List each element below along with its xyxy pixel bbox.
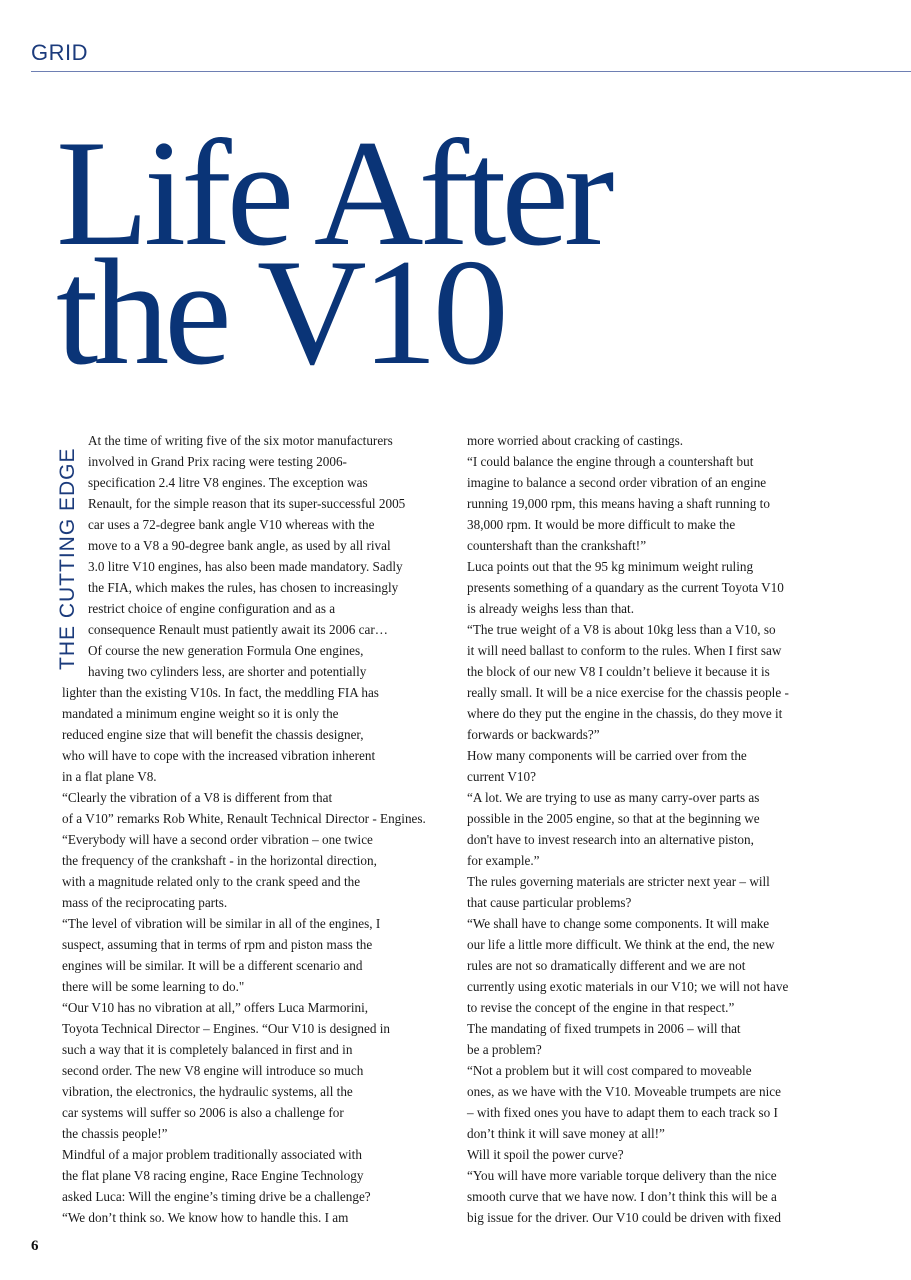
text-line: 38,000 rpm. It would be more difficult to make the bbox=[467, 517, 736, 532]
text-line: “A lot. We are trying to use as many carry-over parts as bbox=[467, 790, 760, 805]
text-line: mandated a minimum engine weight so it is only the bbox=[62, 706, 339, 721]
text-line: mass of the reciprocating parts. bbox=[62, 895, 228, 910]
vertical-section-label: THE CUTTING EDGE bbox=[56, 447, 79, 670]
text-line: more worried about cracking of castings. bbox=[467, 433, 684, 448]
text-line: that cause particular problems? bbox=[467, 895, 632, 910]
title-line-2: the V10 bbox=[56, 228, 504, 396]
text-line: the frequency of the crankshaft - in the horizontal direction, bbox=[62, 853, 377, 868]
text-line: “I could balance the engine through a countershaft but bbox=[467, 454, 754, 469]
text-line: 3.0 litre V10 engines, has also been made mandatory. Sadly bbox=[88, 559, 403, 574]
text-line: current V10? bbox=[467, 769, 536, 784]
text-line: car uses a 72-degree bank angle V10 whereas with the bbox=[88, 517, 375, 532]
text-line: be a problem? bbox=[467, 1042, 542, 1057]
text-line: involved in Grand Prix racing were testing 2006- bbox=[88, 454, 347, 469]
text-line: specification 2.4 litre V8 engines. The exception was bbox=[88, 475, 368, 490]
text-line: asked Luca: Will the engine’s timing drive be a challenge? bbox=[62, 1189, 371, 1204]
text-line: “You will have more variable torque delivery than the nice bbox=[467, 1168, 777, 1183]
text-line: The mandating of fixed trumpets in 2006 – will that bbox=[467, 1021, 741, 1036]
text-line: Of course the new generation Formula One engines, bbox=[88, 643, 364, 658]
text-line: currently using exotic materials in our V10; we will not have bbox=[467, 979, 789, 994]
text-line: “Our V10 has no vibration at all,” offers Luca Marmorini, bbox=[62, 1000, 369, 1015]
wrapped-intro bbox=[62, 430, 422, 682]
text-line: such a way that it is completely balanced in first and in bbox=[62, 1042, 353, 1057]
text-line: forwards or backwards?” bbox=[467, 727, 600, 742]
text-line: the flat plane V8 racing engine, Race Engine Technology bbox=[62, 1168, 364, 1183]
text-line: lighter than the existing V10s. In fact, the meddling FIA has bbox=[62, 685, 379, 700]
text-line: move to a V8 a 90-degree bank angle, as used by all rival bbox=[88, 538, 391, 553]
text-line: At the time of writing five of the six motor manufacturers bbox=[88, 433, 393, 448]
text-line: having two cylinders less, are shorter and potentially bbox=[88, 664, 367, 679]
text-line: Renault, for the simple reason that its super-successful 2005 bbox=[88, 496, 406, 511]
text-line: who will have to cope with the increased vibration inherent bbox=[62, 748, 376, 763]
text-line: second order. The new V8 engine will introduce so much bbox=[62, 1063, 364, 1078]
text-line: “Not a problem but it will cost compared to moveable bbox=[467, 1063, 752, 1078]
article-title bbox=[56, 109, 610, 396]
text-line: our life a little more difficult. We think at the end, the new bbox=[467, 937, 775, 952]
text-line: engines will be similar. It will be a different scenario and bbox=[62, 958, 363, 973]
text-line: car systems will suffer so 2006 is also a challenge for bbox=[62, 1105, 344, 1120]
text-line: ones, as we have with the V10. Moveable trumpets are nice bbox=[467, 1084, 781, 1099]
text-line: “The true weight of a V8 is about 10kg less than a V10, so bbox=[467, 622, 776, 637]
text-line: Mindful of a major problem traditionally associated with bbox=[62, 1147, 362, 1162]
header-divider bbox=[31, 71, 911, 72]
text-line: of a V10” remarks Rob White, Renault Technical Director - Engines. bbox=[62, 811, 426, 826]
text-line: restrict choice of engine configuration and as a bbox=[88, 601, 336, 616]
text-line: reduced engine size that will benefit the chassis designer, bbox=[62, 727, 364, 742]
text-line: – with fixed ones you have to adapt them to each track so I bbox=[467, 1105, 778, 1120]
text-line: it will need ballast to conform to the rules. When I first saw bbox=[467, 643, 782, 658]
text-line: to revise the concept of the engine in that respect.” bbox=[467, 1000, 735, 1015]
text-line: in a flat plane V8. bbox=[62, 769, 157, 784]
text-line: smooth curve that we have now. I don’t think this will be a bbox=[467, 1189, 777, 1204]
text-line: Luca points out that the 95 kg minimum weight ruling bbox=[467, 559, 754, 574]
text-line: don’t think it will save money at all!” bbox=[467, 1126, 665, 1141]
text-line: Toyota Technical Director – Engines. “Our V10 is designed in bbox=[62, 1021, 391, 1036]
text-line: with a magnitude related only to the crank speed and the bbox=[62, 874, 361, 889]
text-line: for example.” bbox=[467, 853, 540, 868]
text-line: presents something of a quandary as the current Toyota V10 bbox=[467, 580, 784, 595]
text-line: suspect, assuming that in terms of rpm and piston mass the bbox=[62, 937, 373, 952]
text-line: countershaft than the crankshaft!” bbox=[467, 538, 647, 553]
text-line: The rules governing materials are stricter next year – will bbox=[467, 874, 770, 889]
text-line: imagine to balance a second order vibration of an engine bbox=[467, 475, 767, 490]
text-line: really small. It will be a nice exercise for the chassis people - bbox=[467, 685, 789, 700]
text-line: rules are not so dramatically different and we are not bbox=[467, 958, 746, 973]
page-number: 6 bbox=[31, 1238, 39, 1254]
text-line: “We shall have to change some components. It will make bbox=[467, 916, 770, 931]
text-line: possible in the 2005 engine, so that at the beginning we bbox=[467, 811, 760, 826]
text-line: where do they put the engine in the chassis, do they move it bbox=[467, 706, 783, 721]
text-line: the FIA, which makes the rules, has chosen to increasingly bbox=[88, 580, 399, 595]
text-line: the chassis people!” bbox=[62, 1126, 168, 1141]
text-line: there will be some learning to do." bbox=[62, 979, 245, 994]
body-column-left bbox=[62, 430, 426, 1228]
text-line: is already weighs less than that. bbox=[467, 601, 635, 616]
text-line: consequence Renault must patiently await its 2006 car… bbox=[88, 622, 388, 637]
title-line-1: Life After bbox=[56, 109, 610, 277]
text-line: “Clearly the vibration of a V8 is different from that bbox=[62, 790, 333, 805]
section-label: GRID bbox=[31, 40, 88, 65]
text-line: big issue for the driver. Our V10 could be driven with fixed bbox=[467, 1210, 781, 1225]
text-line: “We don’t think so. We know how to handle this. I am bbox=[62, 1210, 349, 1225]
text-line: “The level of vibration will be similar in all of the engines, I bbox=[62, 916, 381, 931]
text-line: vibration, the electronics, the hydraulic systems, all the bbox=[62, 1084, 353, 1099]
body-column-right bbox=[467, 430, 827, 1228]
text-line: How many components will be carried over from the bbox=[467, 748, 747, 763]
text-line: don't have to invest research into an alternative piston, bbox=[467, 832, 754, 847]
text-line: running 19,000 rpm, this means having a shaft running to bbox=[467, 496, 770, 511]
text-line: Will it spoil the power curve? bbox=[467, 1147, 624, 1162]
left-column-body bbox=[62, 682, 426, 1228]
text-line: “Everybody will have a second order vibration – one twice bbox=[62, 832, 373, 847]
text-line: the block of our new V8 I couldn’t believe it because it is bbox=[467, 664, 770, 679]
